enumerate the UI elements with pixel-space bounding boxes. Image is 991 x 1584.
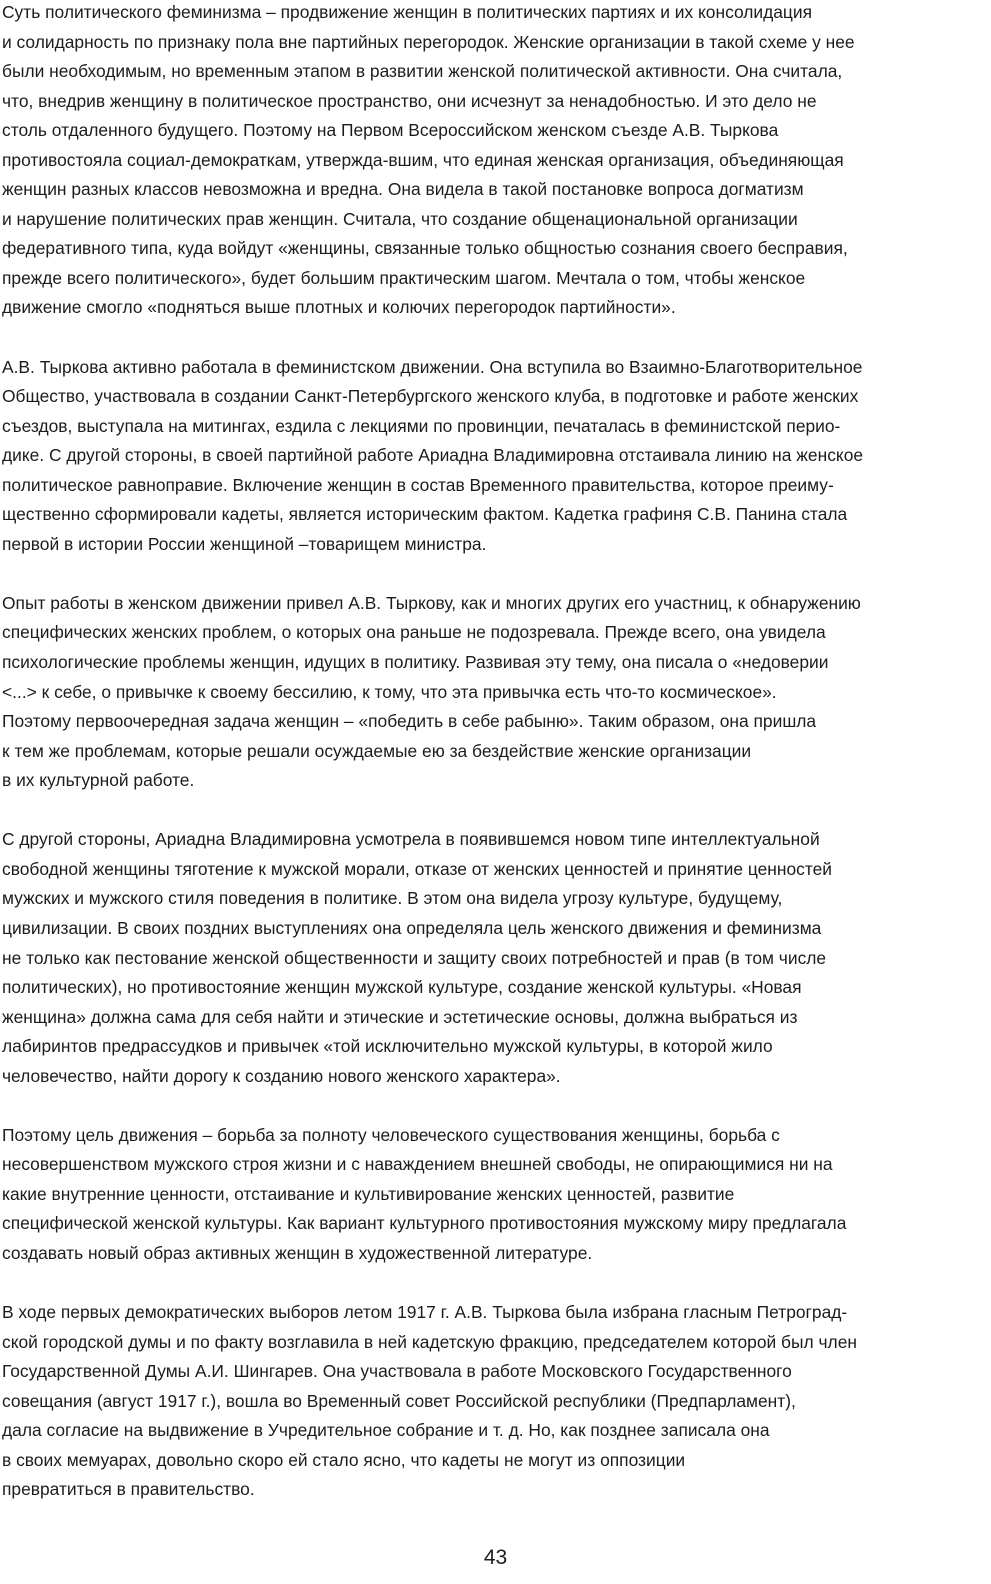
text-line: федеративного типа, куда войдут «женщины, связанные только общностью сознания своего бесправия, bbox=[2, 238, 848, 259]
text-line: свободной женщины тяготение к мужской морали, отказе от женских ценностей и принятие ценностей bbox=[2, 858, 832, 879]
text-line: ской городской думы и по факту возглавила в ней кадетскую фракцию, председателем которой был член bbox=[2, 1331, 857, 1352]
text-line: дала согласие на выдвижение в Учредительное собрание и т. д. Но, как позднее записала она bbox=[2, 1420, 770, 1441]
body-text bbox=[2, 0, 987, 1505]
text-line: Государственной Думы А.И. Шингарев. Она участвовала в работе Московского Государственного bbox=[2, 1361, 792, 1382]
text-line: А.В. Тыркова активно работала в феминистском движении. Она вступила во Взаимно-Благотворительное bbox=[2, 356, 863, 377]
text-line: и нарушение политических прав женщин. Считала, что создание общенациональной организации bbox=[2, 208, 798, 229]
paragraph-4 bbox=[2, 825, 987, 1091]
text-line: женщина» должна сама для себя найти и этические и эстетические основы, должна выбраться из bbox=[2, 1006, 798, 1027]
text-line: дике. С другой стороны, в своей партийной работе Ариадна Владимировна отстаивала линию на женское bbox=[2, 445, 864, 466]
paragraph-gap bbox=[2, 1269, 987, 1299]
text-line: несовершенством мужского строя жизни и с наваждением внешней свободы, не опирающимися ни на bbox=[2, 1154, 833, 1175]
text-line: лабиринтов предрассудков и привычек «той исключительно мужской культуры, в которой жило bbox=[2, 1036, 773, 1057]
paragraph-gap bbox=[2, 796, 987, 826]
text-line: специфической женской культуры. Как вариант культурного противостояния мужскому миру предлагала bbox=[2, 1213, 847, 1234]
text-line: в своих мемуарах, довольно скоро ей стало ясно, что кадеты не могут из оппозиции bbox=[2, 1449, 686, 1470]
text-line: Поэтому цель движения – борьба за полноту человеческого существования женщины, борьба с bbox=[2, 1124, 780, 1145]
text-line: политическое равноправие. Включение женщин в состав Временного правительства, которое преиму- bbox=[2, 474, 834, 495]
text-line: съездов, выступала на митингах, ездила с лекциями по провинции, печаталась в феминистской перио- bbox=[2, 415, 841, 436]
text-line: цивилизации. В своих поздних выступлениях она определяла цель женского движения и феминизма bbox=[2, 917, 822, 938]
text-line: к тем же проблемам, которые решали осуждаемые ею за бездействие женские организации bbox=[2, 740, 752, 761]
text-line: превратиться в правительство. bbox=[2, 1479, 255, 1500]
text-line: создавать новый образ активных женщин в художественной литературе. bbox=[2, 1242, 593, 1263]
paragraph-5 bbox=[2, 1121, 987, 1269]
paragraph-1 bbox=[2, 0, 987, 323]
paragraph-6 bbox=[2, 1298, 987, 1505]
text-line: Опыт работы в женском движении привел А.В. Тыркову, как и многих других его участниц, к обнаружению bbox=[2, 592, 861, 613]
text-line: что, внедрив женщину в политическое пространство, они исчезнут за ненадобностью. И это дело не bbox=[2, 90, 817, 111]
text-line: и солидарность по признаку пола вне партийных перегородок. Женские организации в такой схеме у нее bbox=[2, 31, 855, 52]
text-line: политических), но противостояние женщин мужской культуре, создание женской культуры. «Новая bbox=[2, 977, 802, 998]
text-line: противостояла социал-демократкам, утвержда-вшим, что единая женская организация, объединяющая bbox=[2, 149, 844, 170]
paragraph-gap bbox=[2, 323, 987, 353]
text-line: человечество, найти дорогу к созданию нового женского характера». bbox=[2, 1065, 561, 1086]
text-line: не только как пестование женской общественности и защиту своих потребностей и прав (в том числе bbox=[2, 947, 827, 968]
text-line: Суть политического феминизма – продвижение женщин в политических партиях и их консолидация bbox=[2, 2, 813, 22]
text-line: женщин разных классов невозможна и вредна. Она видела в такой постановке вопроса догматизм bbox=[2, 179, 804, 200]
page-number: 43 bbox=[483, 1546, 508, 1569]
text-line: совещания (август 1917 г.), вошла во Временный совет Российской республики (Предпарламент), bbox=[2, 1390, 796, 1411]
text-line: мужских и мужского стиля поведения в политике. В этом она видела угрозу культуре, будущему, bbox=[2, 888, 783, 909]
text-line: были необходимым, но временным этапом в развитии женской политической активности. Она считала, bbox=[2, 61, 843, 82]
paragraph-gap bbox=[2, 559, 987, 589]
text-line: Общество, участвовала в создании Санкт-Петербургского женского клуба, в подготовке и работе женских bbox=[2, 386, 859, 407]
paragraph-3 bbox=[2, 589, 987, 796]
text-line: движение смогло «подняться выше плотных и колючих перегородок партийности». bbox=[2, 297, 676, 318]
text-line: специфических женских проблем, о которых она раньше не подозревала. Прежде всего, она увидела bbox=[2, 622, 826, 643]
text-line: Поэтому первоочередная задача женщин – «победить в себе рабыню». Таким образом, она пришла bbox=[2, 711, 817, 732]
text-line: психологические проблемы женщин, идущих в политику. Развивая эту тему, она писала о «недоверии bbox=[2, 652, 829, 673]
text-line: щественно сформировали кадеты, является историческим фактом. Кадетка графиня С.В. Панина стала bbox=[2, 504, 848, 525]
text-line: в их культурной работе. bbox=[2, 770, 195, 791]
text-line: <...> к себе, о привычке к своему бессилию, к тому, что эта привычка есть что-то космическое». bbox=[2, 681, 777, 702]
text-line: какие внутренние ценности, отстаивание и культивирование женских ценностей, развитие bbox=[2, 1183, 735, 1204]
text-line: прежде всего политического», будет большим практическим шагом. Мечтала о том, чтобы женское bbox=[2, 267, 806, 288]
paragraph-2 bbox=[2, 353, 987, 560]
text-line: первой в истории России женщиной –товарищем министра. bbox=[2, 533, 487, 554]
text-line: В ходе первых демократических выборов летом 1917 г. А.В. Тыркова была избрана гласным Петроград- bbox=[2, 1302, 848, 1323]
text-line: С другой стороны, Ариадна Владимировна усмотрела в появившемся новом типе интеллектуальной bbox=[2, 829, 820, 850]
paragraph-gap bbox=[2, 1091, 987, 1121]
text-line: столь отдаленного будущего. Поэтому на Первом Всероссийском женском съезде А.В. Тыркова bbox=[2, 120, 779, 141]
